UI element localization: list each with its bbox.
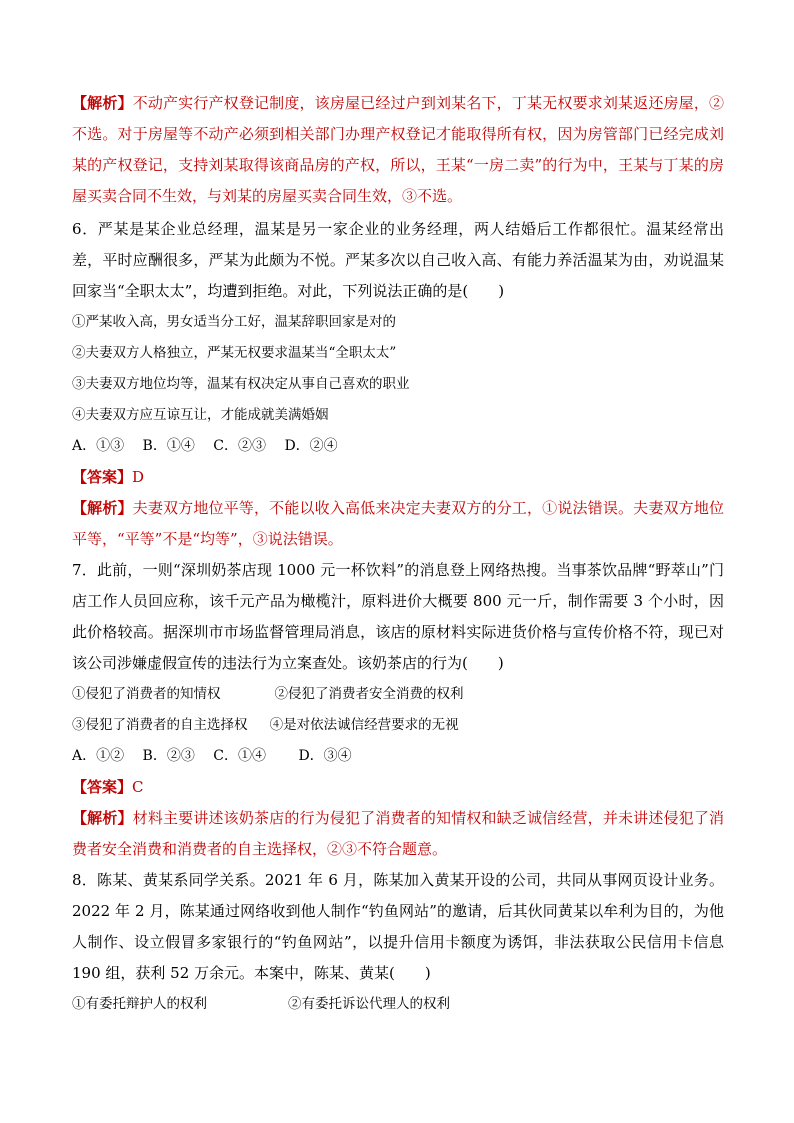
question-6-option-2: ②夫妻双方人格独立，严某无权要求温某当“全职太太” xyxy=(72,345,397,361)
question-7-answer xyxy=(72,772,724,803)
analysis-highlight: “平等”不是“均等” xyxy=(117,530,238,548)
analysis-text: 夫妻双方地位平等，不能以收入高低来决定夫妻双方的分工，①说法错误。夫妻双方地位平等， xyxy=(72,499,724,548)
analysis-tag: 【解析】 xyxy=(72,499,133,517)
answer-value: D xyxy=(132,468,145,486)
question-6-analysis xyxy=(72,493,724,555)
question-7-choices: A．①② B．②③ C．①④ D．③④ xyxy=(72,748,352,764)
question-8-stem: 8．陈某、黄某系同学关系。2021 年 6 月，陈某加入黄某开设的公司，共同从事网页设计业务。2022 年 2 月，陈某通过网络收到他人制作“钓鱼网站”的邀请，后其伙同黄某以牟利为目的，为他人制作、设立假冒多家银行的“钓鱼网站”，以提升信用卡额度为诱饵，非法获取公民信用卡信息 190 组，获利 52 万余元。本案中，陈某、黄某( ) xyxy=(72,871,724,982)
question-7-stem: 7．此前，一则“深圳奶茶店现 1000 元一杯饮料”的消息登上网络热搜。当事茶饮品牌“野萃山”门店工作人员回应称，该千元产品为橄榄汁，原料进价大概要 800 元一斤，制作需要 3 个小时，因此价格较高。据深圳市市场监督管理局消息，该店的原材料实际进货价格与宣传价格不符，现已对该公司涉嫌虚假宣传的违法行为立案查处。该奶茶店的行为( ) xyxy=(72,561,724,672)
question-7-options-row-1: ①侵犯了消费者的知情权 ②侵犯了消费者安全消费的权利 xyxy=(72,686,464,702)
analysis-text: 材料主要讲述该奶茶店的行为侵犯了消费者的知情权和缺乏诚信经营，并未讲述侵犯了消费者安全消费和消费者的自主选择权，②③不符合题意。 xyxy=(72,809,724,858)
question-6-option-3: ③夫妻双方地位均等，温某有权决定从事自己喜欢的职业 xyxy=(72,376,410,392)
question-7-options-row-2: ③侵犯了消费者的自主选择权 ④是对依法诚信经营要求的无视 xyxy=(72,717,459,733)
document-page xyxy=(72,88,724,1020)
analysis-tag: 【解析】 xyxy=(72,94,133,112)
question-7-analysis xyxy=(72,803,724,865)
question-6-answer xyxy=(72,462,724,493)
analysis-text: 不动产实行产权登记制度，该房屋已经过户到刘某名下，丁某无权要求刘某返还房屋，②不选。对于房屋等不动产必须到相关部门办理产权登记才能取得所有权，因为房管部门已经完成刘某的产权登记，支持刘某取得该商品房的产权，所以，王某“一房二卖”的行为中，王某与丁某的房屋买卖合同不生效，与刘某的房屋买卖合同生效，③不选。 xyxy=(72,94,724,205)
question-6-option-4: ④夫妻双方应互谅互让，才能成就美满婚姻 xyxy=(72,407,329,423)
analysis-tail: ，③说法错误。 xyxy=(237,530,343,548)
analysis-paragraph xyxy=(72,88,724,212)
question-6-stem: 6．严某是某企业总经理，温某是另一家企业的业务经理，两人结婚后工作都很忙。温某经常出差，平时应酬很多，严某为此颇为不悦。严某多次以自己收入高、有能力养活温某为由，劝说温某回家当“全职太太”，均遭到拒绝。对此，下列说法正确的是( ) xyxy=(72,220,724,300)
question-6-choices: A．①③ B．①④ C．②③ D．②④ xyxy=(72,438,338,454)
answer-value: C xyxy=(132,778,144,796)
question-8-options-row-1: ①有委托辩护人的权利 ②有委托诉讼代理人的权利 xyxy=(72,996,450,1012)
analysis-tag: 【解析】 xyxy=(72,809,133,827)
question-6-option-1: ①严某收入高，男女适当分工好，温某辞职回家是对的 xyxy=(72,314,396,330)
answer-tag: 【答案】 xyxy=(72,468,133,486)
answer-tag: 【答案】 xyxy=(72,778,133,796)
